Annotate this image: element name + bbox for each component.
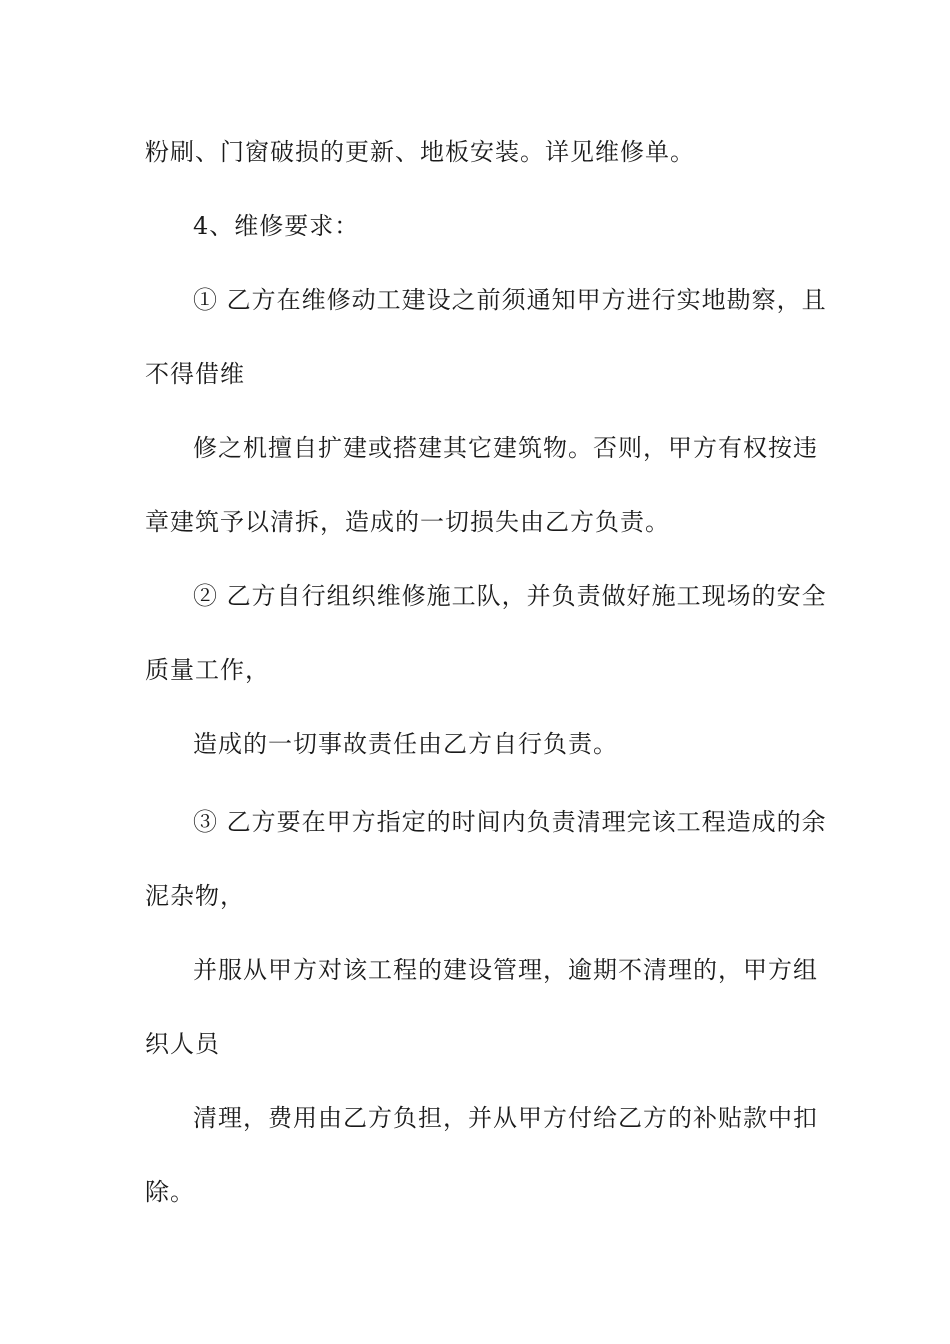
paragraph-line-13: 织人员	[145, 1030, 220, 1058]
paragraph-line-1: 粉刷、门窗破损的更新、地板安装。详见维修单。	[145, 138, 695, 166]
paragraph-line-7: ② 乙方自行组织维修施工队，并负责做好施工现场的安全	[193, 582, 827, 610]
paragraph-line-15: 除。	[145, 1178, 195, 1206]
paragraph-line-4: 不得借维	[145, 360, 245, 388]
paragraph-line-6: 章建筑予以清拆，造成的一切损失由乙方负责。	[145, 508, 670, 536]
paragraph-line-8: 质量工作，	[145, 656, 270, 684]
paragraph-line-10: ③ 乙方要在甲方指定的时间内负责清理完该工程造成的余	[193, 808, 827, 836]
paragraph-line-3: ① 乙方在维修动工建设之前须通知甲方进行实地勘察，且	[193, 286, 827, 314]
paragraph-line-12: 并服从甲方对该工程的建设管理，逾期不清理的，甲方组	[193, 956, 818, 984]
paragraph-line-9: 造成的一切事故责任由乙方自行负责。	[193, 730, 618, 758]
paragraph-line-11: 泥杂物，	[145, 882, 245, 910]
section-heading-repair-requirements: 4、维修要求：	[193, 212, 360, 240]
paragraph-line-14: 清理，费用由乙方负担，并从甲方付给乙方的补贴款中扣	[193, 1104, 818, 1132]
paragraph-line-5: 修之机擅自扩建或搭建其它建筑物。否则，甲方有权按违	[193, 434, 818, 462]
